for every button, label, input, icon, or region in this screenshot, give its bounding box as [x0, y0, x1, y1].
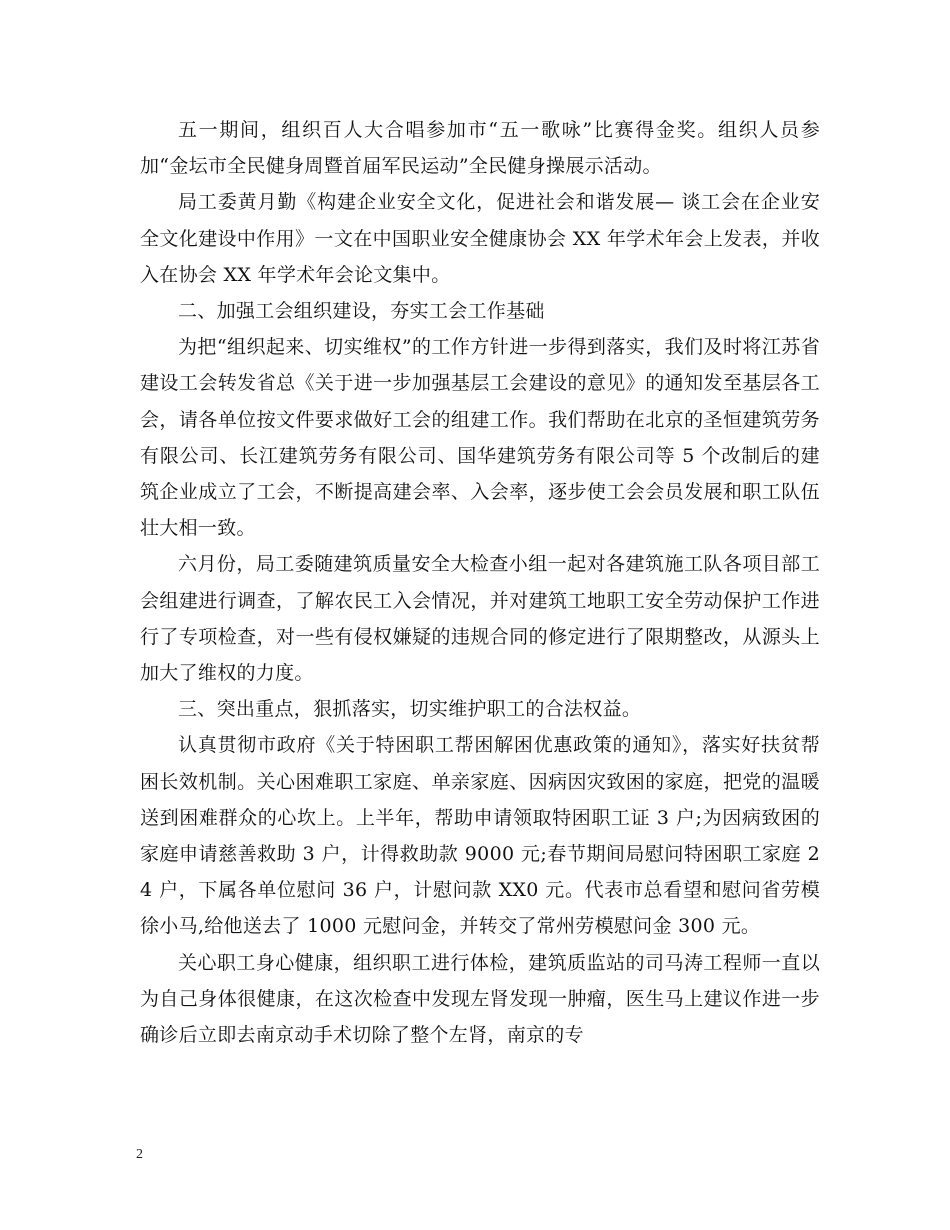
document-body: [140, 112, 820, 1053]
page-number: 2: [136, 1147, 143, 1162]
section-heading-2: 二、加强工会组织建设，夯实工会工作基础: [178, 300, 545, 323]
paragraph-june-inspection: 六月份，局工委随建筑质量安全大检查小组一起对各建筑施工队各项目部工会组建进行调查，了解农民工入会情况，并对建筑工地职工安全劳动保护工作进行了专项检查，对一些有侵权嫌疑的违规合同的修定进行了限期整改，从源头上加大了维权的力度。: [140, 553, 820, 685]
paragraph-may-day-activities: 五一期间，组织百人大合唱参加市“五一歌咏”比赛得金奖。组织人员参加“金坛市全民健身周暨首届军民运动”全民健身操展示活动。: [140, 119, 820, 178]
paragraph-health-checkup: 关心职工身心健康，组织职工进行体检，建筑质监站的司马涛工程师一直以为自己身体很健康，在这次检查中发现左肾发现一肿瘤，医生马上建议作进一步确诊后立即去南京动手术切除了整个左肾，南京的专: [140, 951, 820, 1047]
section-heading-3: 三、突出重点，狠抓落实，切实维护职工的合法权益。: [178, 698, 642, 721]
paragraph-safety-culture-paper: 局工委黄月勤《构建企业安全文化，促进社会和谐发展— 谈工会在企业安全文化建设中作用》一文在中国职业安全健康协会 XX 年学术年会上发表，并收入在协会 XX 年学术年会论文集中。: [140, 191, 820, 286]
paragraph-poverty-relief: 认真贯彻市政府《关于特困职工帮困解困优惠政策的通知》，落实好扶贫帮困长效机制。关心困难职工家庭、单亲家庭、因病因灾致困的家庭，把党的温暖送到困难群众的心坎上。上半年，帮助申请领取特困职工证 3 户;为因病致困的家庭申请慈善救助 3 户，计得救助款 9000 元;春节期间局慰问特困职工家庭 24 户，下属各单位慰问 36 户，计慰问款 XX0 元。代表市总看望和慰问省劳模徐小马,给他送去了 1000 元慰问金，并转交了常州劳模慰问金 300 元。: [140, 734, 820, 938]
paragraph-union-organization: 为把“组织起来、切实维权”的工作方针进一步得到落实，我们及时将江苏省建设工会转发省总《关于进一步加强基层工会建设的意见》的通知发至基层各工会，请各单位按文件要求做好工会的组建工作。我们帮助在北京的圣恒建筑劳务有限公司、长江建筑劳务有限公司、国华建筑劳务有限公司等 5 个改制后的建筑企业成立了工会，不断提高建会率、入会率，逐步使工会会员发展和职工队伍壮大相一致。: [140, 336, 820, 540]
